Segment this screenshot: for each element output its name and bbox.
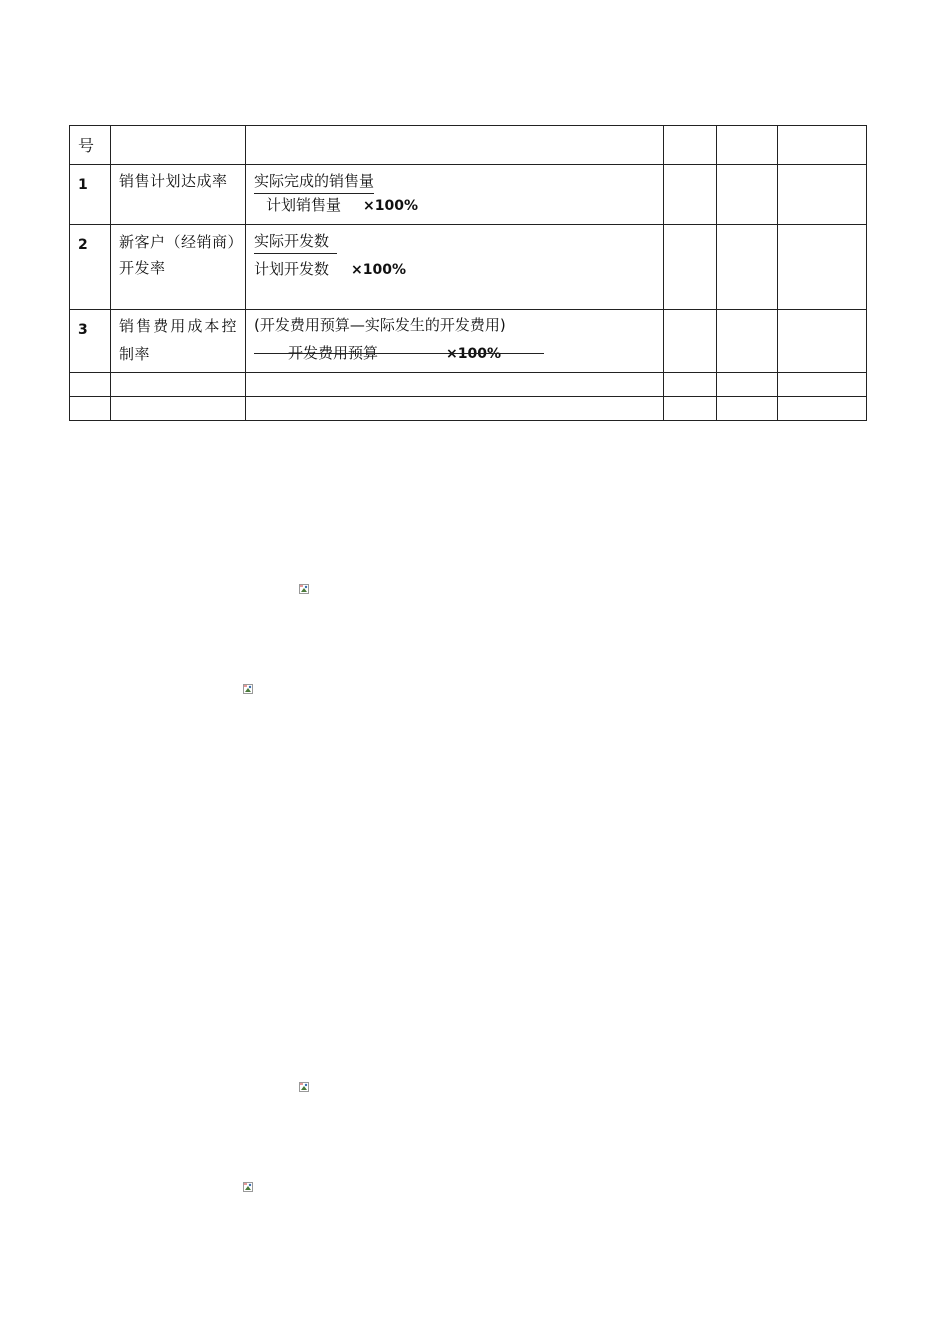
empty-cell bbox=[778, 165, 867, 225]
header-cell bbox=[246, 126, 664, 165]
empty-cell bbox=[717, 397, 778, 421]
kpi-formula bbox=[246, 165, 664, 225]
empty-cell bbox=[111, 373, 246, 397]
kpi-name-text: 销售计划达成率 bbox=[119, 172, 228, 190]
empty-cell bbox=[717, 373, 778, 397]
empty-cell bbox=[717, 225, 778, 310]
formula-denominator: 计划开发数 bbox=[254, 260, 330, 278]
formula-numerator: (开发费用预算—实际发生的开发费用) bbox=[254, 316, 506, 334]
table-row bbox=[70, 225, 867, 310]
row-number: 3 bbox=[70, 310, 111, 373]
empty-cell bbox=[664, 310, 717, 373]
empty-cell bbox=[778, 373, 867, 397]
empty-cell bbox=[246, 373, 664, 397]
empty-cell bbox=[717, 310, 778, 373]
kpi-formula bbox=[246, 225, 664, 310]
broken-image-icon bbox=[299, 584, 309, 594]
kpi-name-text: 销售费用成本控制率 bbox=[119, 317, 237, 363]
kpi-name bbox=[111, 165, 246, 225]
broken-image-icon bbox=[299, 1082, 309, 1092]
broken-image-icon bbox=[243, 1182, 253, 1192]
empty-cell bbox=[664, 397, 717, 421]
kpi-name-text: 新客户（经销商） bbox=[119, 233, 244, 251]
formula-denominator: 开发费用预算 bbox=[288, 344, 379, 362]
empty-cell bbox=[70, 373, 111, 397]
table-header-row bbox=[70, 126, 867, 165]
empty-cell bbox=[664, 225, 717, 310]
formula-multiplier: ×100% bbox=[351, 262, 406, 278]
kpi-name bbox=[111, 310, 246, 373]
empty-cell bbox=[246, 397, 664, 421]
broken-image-icon bbox=[243, 684, 253, 694]
empty-cell bbox=[664, 165, 717, 225]
row-number: 1 bbox=[70, 165, 111, 225]
table-row bbox=[70, 397, 867, 421]
header-cell bbox=[111, 126, 246, 165]
empty-cell bbox=[664, 373, 717, 397]
empty-cell bbox=[778, 397, 867, 421]
formula-numerator: 实际开发数 bbox=[254, 231, 337, 254]
table-row bbox=[70, 373, 867, 397]
row-number: 2 bbox=[70, 225, 111, 310]
kpi-table bbox=[69, 125, 867, 421]
formula-multiplier: ×100% bbox=[446, 346, 501, 362]
header-no-cell: 号 bbox=[70, 126, 111, 165]
table-row bbox=[70, 310, 867, 373]
formula-numerator: 实际完成的销售量 bbox=[254, 171, 374, 194]
kpi-name bbox=[111, 225, 246, 310]
table-row bbox=[70, 165, 867, 225]
empty-cell bbox=[111, 397, 246, 421]
kpi-name-text: 开发率 bbox=[119, 259, 166, 277]
empty-cell bbox=[778, 225, 867, 310]
empty-cell bbox=[778, 310, 867, 373]
empty-cell bbox=[70, 397, 111, 421]
header-cell bbox=[717, 126, 778, 165]
header-cell bbox=[778, 126, 867, 165]
empty-cell bbox=[717, 165, 778, 225]
formula-multiplier: ×100% bbox=[363, 198, 418, 214]
kpi-formula bbox=[246, 310, 664, 373]
formula-denominator: 计划销售量 bbox=[266, 196, 342, 214]
header-cell bbox=[664, 126, 717, 165]
fraction-line bbox=[254, 353, 544, 354]
